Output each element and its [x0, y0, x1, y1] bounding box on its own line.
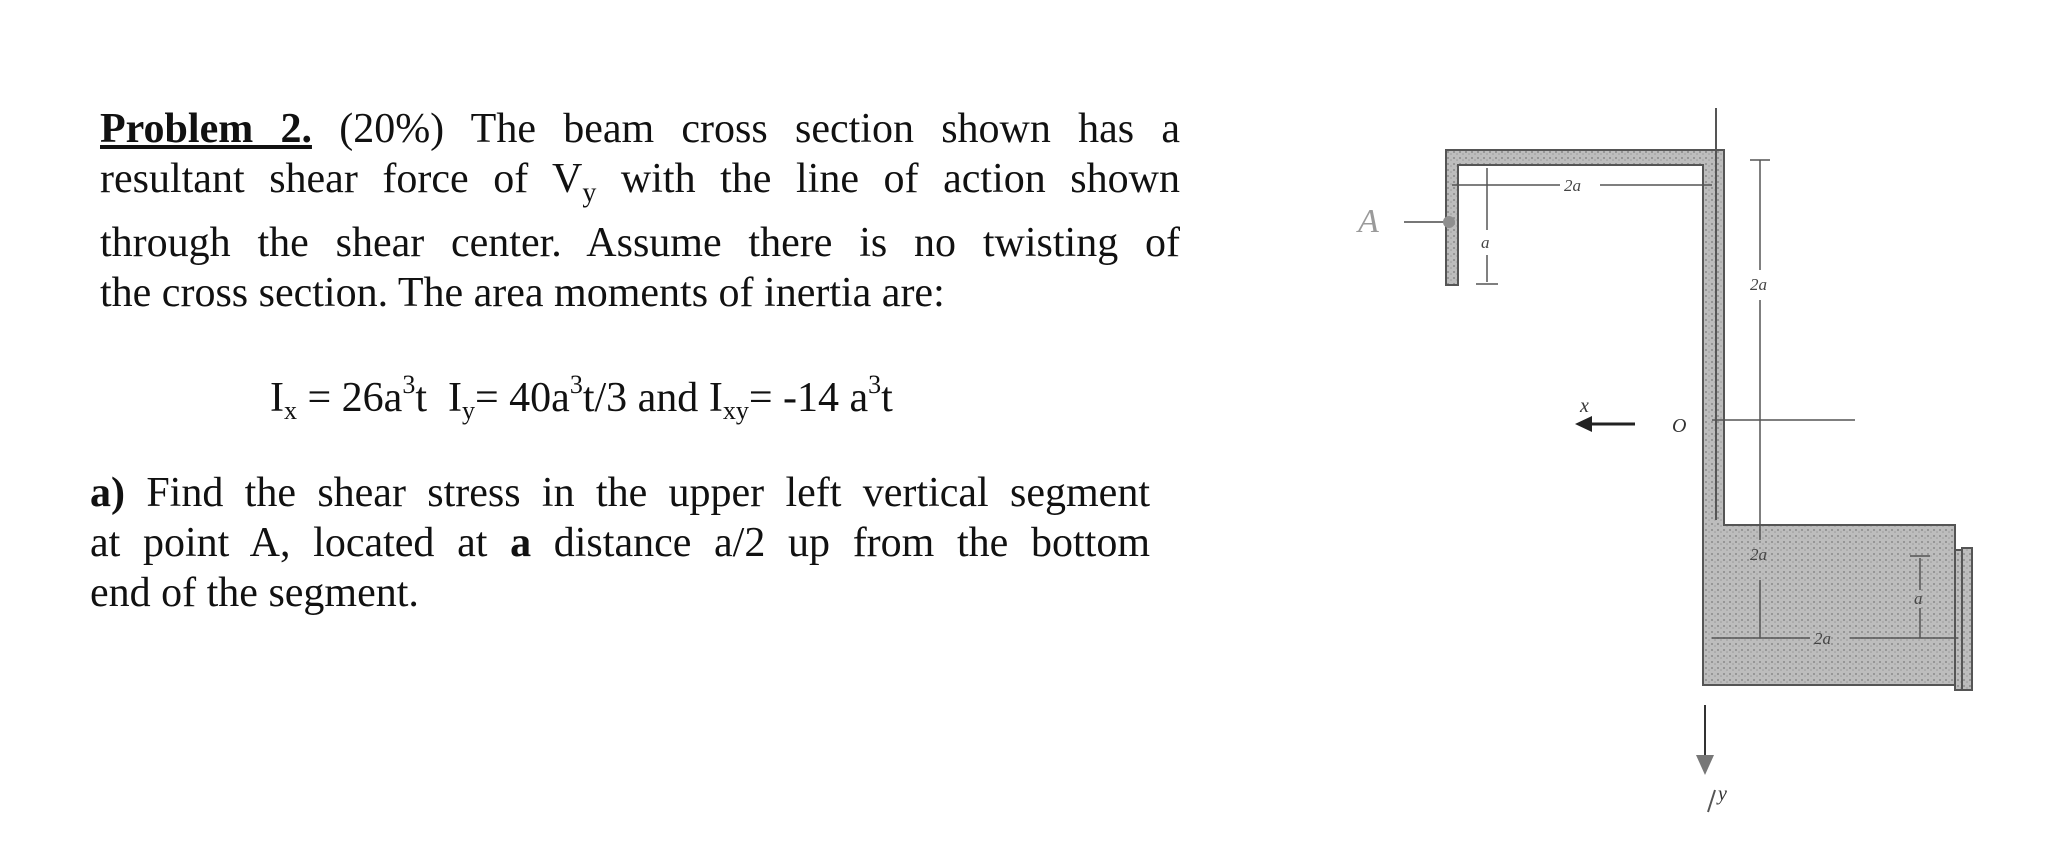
iy-end: t/3 and [582, 375, 709, 421]
part-a-text-2b: distance a/2 up from the bottom [531, 520, 1150, 566]
beam-cross-section-diagram [1300, 90, 2000, 830]
dim-top-flange-label: 2a [1564, 176, 1581, 195]
y-axis [1696, 705, 1715, 812]
x-axis [1575, 416, 1635, 432]
y-axis-label: y [1718, 783, 1727, 805]
problem-statement [100, 104, 1180, 318]
problem-text-1: The beam cross section shown has a [470, 106, 1180, 152]
iy-value: = 40a [475, 375, 570, 421]
part-a-text-2a: at point A, located at [90, 520, 511, 566]
origin-label: O [1672, 415, 1687, 437]
problem-line-1 [100, 104, 1180, 154]
ixy-end: t [881, 375, 893, 421]
iy-subscript: y [462, 396, 475, 425]
ix-value: = 26a [297, 375, 403, 421]
x-axis-label: x [1580, 395, 1589, 417]
point-a-label: A [1358, 203, 1379, 240]
dim-lower-web-label: 2a [1750, 545, 1767, 564]
moments-of-inertia-formula [270, 360, 893, 436]
dim-upper-web-label: 2a [1750, 275, 1767, 294]
part-a-bold-a: a [510, 520, 532, 566]
problem-title: Problem 2. [100, 106, 312, 152]
problem-weight: (20%) [339, 106, 445, 152]
problem-line-4: the cross section. The area moments of inertia are: [100, 270, 945, 317]
cross-section-outline [1446, 150, 1972, 690]
ixy-subscript: xy [722, 396, 749, 425]
part-a-question [90, 468, 1150, 618]
ixy-symbol: I [708, 375, 723, 421]
ix-symbol: I [270, 375, 284, 421]
ixy-value: = -14 a [748, 375, 869, 421]
dim-left-lip-label: a [1481, 233, 1490, 252]
dim-right-lip-label: a [1914, 589, 1923, 608]
part-a-line-1 [90, 468, 1150, 518]
iy-symbol: I [448, 375, 462, 421]
ix-subscript: x [284, 396, 297, 425]
ix-exponent: 3 [402, 370, 416, 399]
part-a-line-2 [90, 518, 1150, 568]
part-a-line-3: end of the segment. [90, 570, 419, 616]
part-a-text-1: Find the shear stress in the upper left vertical segment [125, 470, 1150, 516]
iy-exponent: 3 [569, 370, 583, 399]
problem-text-2b: with the line of action shown [596, 156, 1180, 202]
vy-subscript: y [582, 177, 597, 209]
problem-text-2a: resultant shear force of V [100, 156, 583, 202]
point-a-marker [1404, 216, 1455, 228]
ixy-exponent: 3 [868, 370, 882, 399]
dim-bottom-flange-label: 2a [1814, 629, 1831, 648]
problem-line-2 [100, 154, 1180, 218]
ix-end: t [415, 375, 448, 421]
problem-line-3: through the shear center. Assume there is no twisting of [100, 220, 1180, 267]
part-a-label: a) [90, 470, 125, 516]
